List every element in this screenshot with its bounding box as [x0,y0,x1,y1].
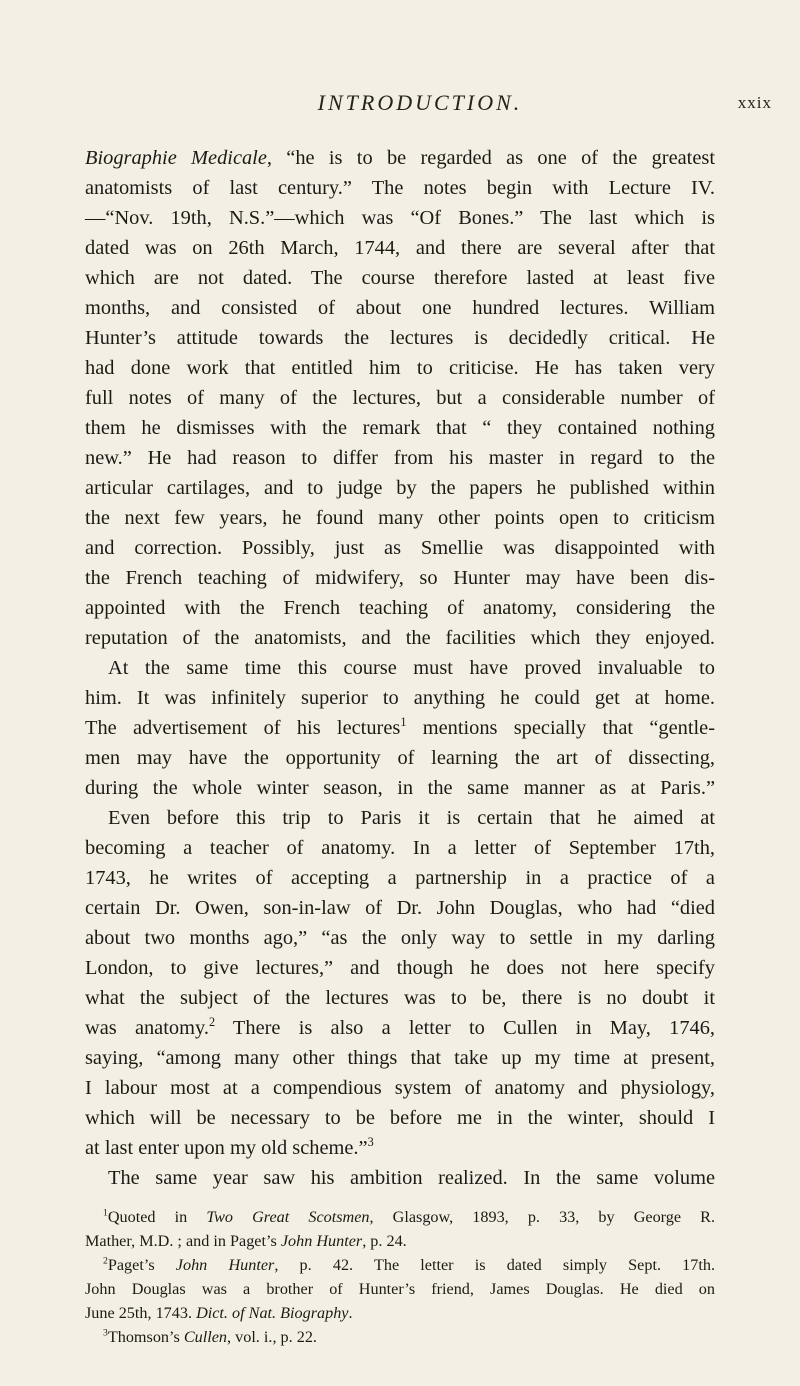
body-text [85,143,715,1193]
footnotes [85,1205,715,1349]
text-run: The same year saw his ambition realized. In the same volume [108,1167,715,1189]
body-line [85,653,715,683]
text-run: anatomists of last century.” The notes begin with Lecture IV. [85,177,715,199]
body-line [85,983,715,1013]
italic-text: Biographie Medicale [85,147,267,169]
italic-text: Two Great Scotsmen [206,1208,370,1226]
text-run: which are not dated. The course therefore lasted at least five [85,267,715,289]
text-run: , p. 42. The letter is dated simply Sept. 17th. [274,1256,716,1274]
body-line [85,803,715,833]
body-line [85,893,715,923]
text-run: and correction. Possibly, just as Smellie was disappointed with [85,537,715,559]
footnote-marker: 2 [103,1255,108,1267]
footnote-line [85,1229,715,1253]
body-line [85,773,715,803]
running-head [120,90,772,120]
body-line [85,503,715,533]
body-line [85,863,715,893]
text-run: saying, “among many other things that take up my time at present, [85,1047,715,1069]
text-run: him. It was infinitely superior to anything he could get at home. [85,687,715,709]
footnote-line [85,1325,715,1349]
text-run: Paget’s [107,1256,176,1274]
text-run: There is also a letter to Cullen in May, 1746, [215,1017,716,1039]
text-run: them he dismisses with the remark that “ they contained nothing [85,417,715,439]
italic-text: John Hunter [175,1256,275,1274]
body-line [85,203,715,233]
footnote-marker: 1 [103,1207,108,1219]
body-line [85,713,715,743]
text-run: mentions specially that “gentle- [406,717,715,739]
text-run: becoming a teacher of anatomy. In a letter of September 17th, [85,837,715,859]
body-line [85,593,715,623]
body-line [85,683,715,713]
text-run: full notes of many of the lectures, but a considerable number of [85,387,715,409]
text-run: Mather, M.D. ; and in Paget’s [85,1232,281,1250]
page-number: xxix [737,93,772,112]
text-run: at last enter upon my old scheme.” [85,1137,368,1159]
body-line [85,623,715,653]
text-run: about two months ago,” “as the only way to settle in my darling [85,927,715,949]
text-run: Even before this trip to Paris it is certain that he aimed at [108,807,715,829]
text-run: , p. 24. [362,1232,407,1250]
body-line [85,143,715,173]
body-line [85,323,715,353]
footnote-marker: 3 [103,1327,108,1339]
body-line [85,953,715,983]
text-run: the French teaching of midwifery, so Hunter may have been dis- [85,567,715,589]
italic-text: Dict. of Nat. Biography [196,1304,349,1322]
text-run: dated was on 26th March, 1744, and there are several after that [85,237,715,259]
footnote-marker: 3 [367,1135,374,1150]
footnote-line [85,1277,715,1301]
text-run: —“Nov. 19th, N.S.”—which was “Of Bones.” The last which is [85,207,715,229]
body-line [85,413,715,443]
body-line [85,173,715,203]
body-line [85,533,715,563]
text-run: certain Dr. Owen, son-in-law of Dr. John Douglas, who had “died [85,897,715,919]
text-run: articular cartilages, and to judge by the papers he published within [85,477,715,499]
text-run: was anatomy. [85,1017,209,1039]
body-line [85,1043,715,1073]
running-title: INTRODUCTION. [317,90,523,115]
text-run: new.” He had reason to differ from his master in regard to the [85,447,715,469]
text-run: Thomson’s [107,1328,184,1346]
text-run: 1743, he writes of accepting a partnership in a practice of a [85,867,715,889]
text-run: which will be necessary to be before me in the winter, should I [85,1107,715,1129]
text-run: , “he is to be regarded as one of the greatest [266,147,715,169]
body-line [85,473,715,503]
body-line [85,443,715,473]
text-run: The advertisement of his lectures [85,717,401,739]
italic-text: Cullen [183,1328,228,1346]
body-line [85,833,715,863]
text-run: , Glasgow, 1893, p. 33, by George R. [369,1208,715,1226]
text-run: June 25th, 1743. [85,1304,197,1322]
body-line [85,383,715,413]
text-run: Hunter’s attitude towards the lectures is decidedly critical. He [85,327,715,349]
body-line [85,1103,715,1133]
text-run: the next few years, he found many other points open to criticism [85,507,715,529]
body-line [85,1013,715,1043]
body-line [85,1073,715,1103]
body-line [85,1133,715,1163]
italic-text: John Hunter [280,1232,363,1250]
text-run: , vol. i., p. 22. [227,1328,317,1346]
text-run: I labour most at a compendious system of anatomy and physiology, [85,1077,715,1099]
text-run: months, and consisted of about one hundred lectures. William [85,297,715,319]
footnote-marker: 2 [208,1015,216,1030]
body-line [85,353,715,383]
text-run: men may have the opportunity of learning the art of dissecting, [85,747,715,769]
body-line [85,923,715,953]
text-run: At the same time this course must have proved invaluable to [108,657,715,679]
body-line [85,233,715,263]
text-run: . [348,1304,353,1322]
body-line [85,1163,715,1193]
text-run: what the subject of the lectures was to be, there is no doubt it [85,987,715,1009]
text-run: had done work that entitled him to criticise. He has taken very [85,357,715,379]
footnote-line [85,1205,715,1229]
text-run: appointed with the French teaching of anatomy, considering the [85,597,715,619]
text-run: during the whole winter season, in the same manner as at Paris.” [85,777,715,799]
body-line [85,293,715,323]
footnote-line [85,1253,715,1277]
text-run: Quoted in [107,1208,207,1226]
body-line [85,563,715,593]
body-line [85,263,715,293]
footnote-marker: 1 [400,715,407,730]
text-run: John Douglas was a brother of Hunter’s friend, James Douglas. He died on [85,1280,715,1298]
body-line [85,743,715,773]
text-run: reputation of the anatomists, and the facilities which they enjoyed. [85,627,715,649]
text-run: London, to give lectures,” and though he does not here specify [85,957,715,979]
footnote-line [85,1301,715,1325]
